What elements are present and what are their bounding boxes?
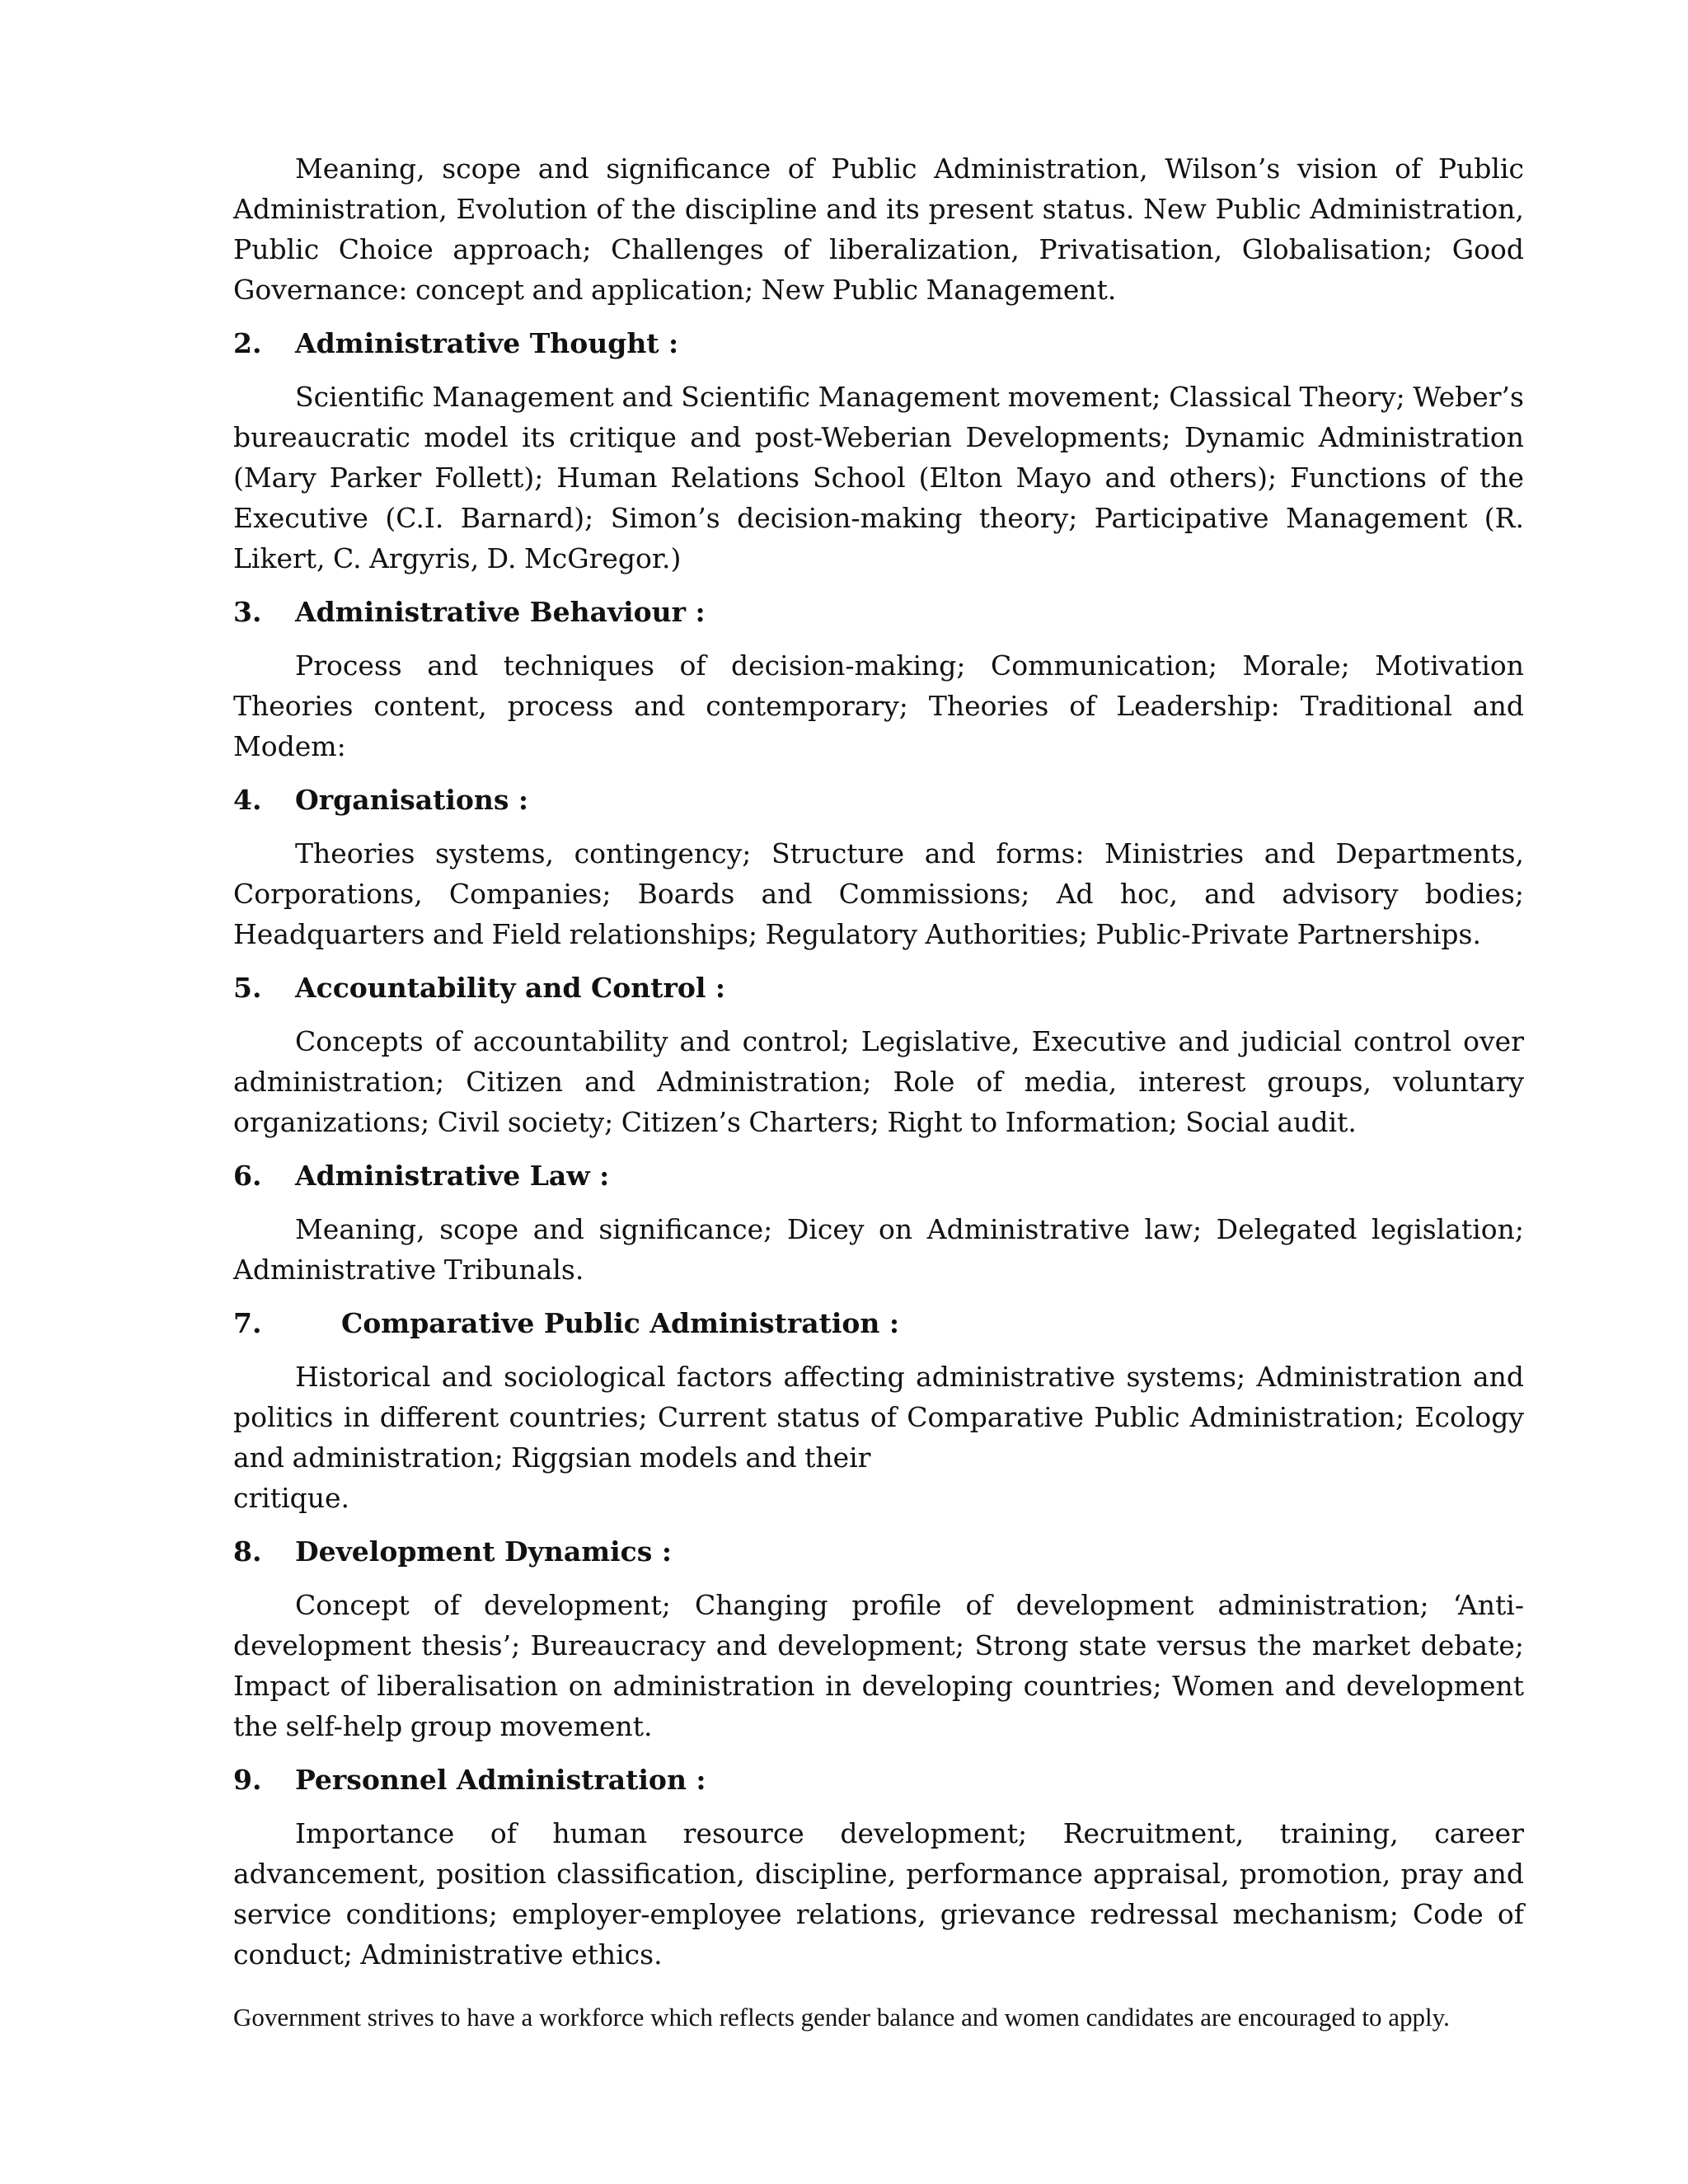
section-number: 4. <box>233 784 262 816</box>
section-title: Administrative Law : <box>295 1160 610 1192</box>
section-body-3: Process and techniques of decision-making; Communication; Morale; Motivation Theories content, process and contemporary; Theories of Leadership: Traditional and Modem: <box>233 649 1524 762</box>
section-heading-2 <box>233 323 1524 363</box>
intro-paragraph: Meaning, scope and significance of Public Administration, Wilson’s vision of Public Administration, Evolution of the discipline and its present status. New Public Administration, Public Choice approach; Challenges of liberalization, Privatisation, Globalisation; Good Governance: concept and application; New Public Management. <box>233 152 1524 306</box>
section-body-7-text: Historical and sociological factors affecting administrative systems; Administration and politics in different countries; Current status of Comparative Public Administration; Ecology and administration; Riggsian models and their <box>233 1361 1524 1474</box>
section-title: Accountability and Control : <box>295 972 726 1004</box>
section-heading-5 <box>233 968 1524 1008</box>
section-heading-8 <box>233 1531 1524 1572</box>
section-body-2: Scientific Management and Scientific Management movement; Classical Theory; Weber’s bureaucratic model its critique and post-Weberian Developments; Dynamic Administration (Mary Parker Follett); Human Relations School (Elton Mayo and others); Functions of the Executive (C.I. Barnard); Simon’s decision-making theory; Participative Management (R. Likert, C. Argyris, D. McGregor.) <box>233 381 1524 574</box>
section-title: Personnel Administration : <box>295 1764 706 1796</box>
section-body-8: Concept of development; Changing profile of development administration; ‘Anti-development thesis’; Bureaucracy and development; Strong state versus the market debate; Impact of liberalisation on administration in developing countries; Women and development the self-help group movement. <box>233 1589 1524 1742</box>
section-number: 9. <box>233 1764 262 1796</box>
section-body-6: Meaning, scope and significance; Dicey on Administrative law; Delegated legislation; Administrative Tribunals. <box>233 1213 1524 1286</box>
section-heading-3 <box>233 592 1524 632</box>
section-number: 6. <box>233 1160 262 1192</box>
section-title: Administrative Behaviour : <box>295 596 706 628</box>
section-title: Comparative Public Administration : <box>341 1307 900 1339</box>
section-title: Organisations : <box>295 784 529 816</box>
section-number: 3. <box>233 596 262 628</box>
section-title: Development Dynamics : <box>295 1535 673 1568</box>
section-title: Administrative Thought : <box>295 327 679 359</box>
footer-note: Government strives to have a workforce which reflects gender balance and women candidates are encouraged to apply. <box>233 2003 1450 2032</box>
section-heading-4 <box>233 780 1524 820</box>
section-heading-7 <box>233 1303 1524 1343</box>
syllabus-content <box>233 148 1524 1975</box>
section-body-4: Theories systems, contingency; Structure and forms: Ministries and Departments, Corporations, Companies; Boards and Commissions; Ad hoc, and advisory bodies; Headquarters and Field relationships; Regulatory Authorities; Public-Private Partnerships. <box>233 837 1524 950</box>
section-number: 7. <box>233 1307 262 1339</box>
section-body-9: Importance of human resource development; Recruitment, training, career advancement, position classification, discipline, performance appraisal, promotion, pray and service conditions; employer-employee relations, grievance redressal mechanism; Code of conduct; Administrative ethics. <box>233 1817 1524 1971</box>
section-heading-6 <box>233 1155 1524 1196</box>
section-body-7 <box>233 1357 1524 1478</box>
section-number: 5. <box>233 972 262 1004</box>
section-heading-9 <box>233 1760 1524 1800</box>
section-number: 2. <box>233 327 262 359</box>
section-body-5: Concepts of accountability and control; Legislative, Executive and judicial control over administration; Citizen and Administration; Role of media, interest groups, voluntary organizations; Civil society; Citizen’s Charters; Right to Information; Social audit. <box>233 1025 1524 1138</box>
section-number: 8. <box>233 1535 262 1568</box>
section-body-7-tail: critique. <box>233 1482 350 1514</box>
